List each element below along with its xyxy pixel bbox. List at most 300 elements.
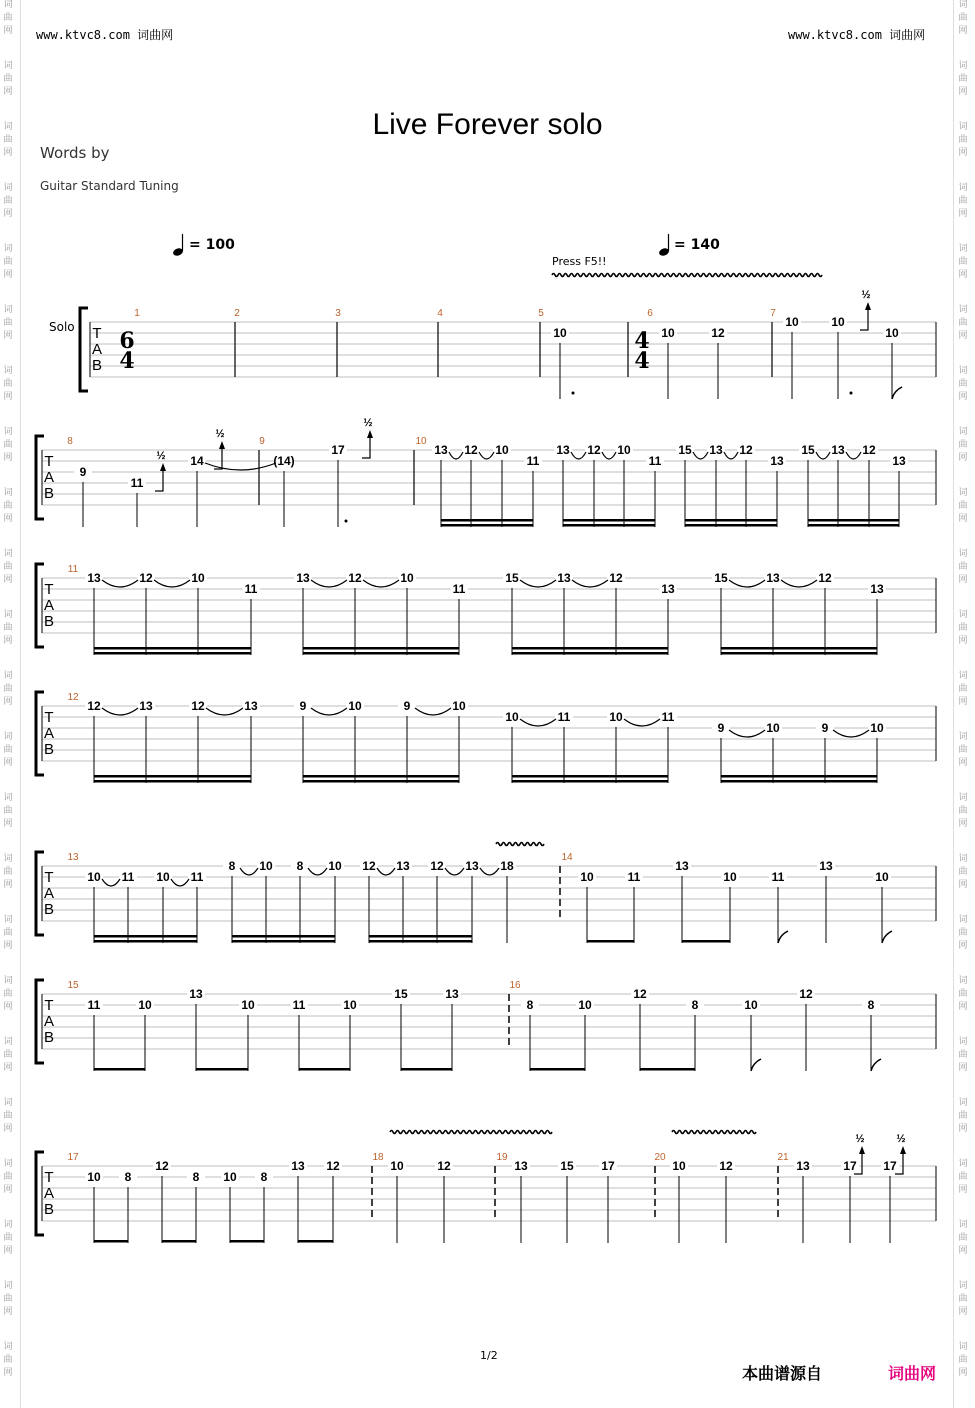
watermark-glyph: 网 bbox=[3, 392, 13, 402]
fret-number: 13 bbox=[819, 859, 833, 873]
watermark-glyph: 词 bbox=[958, 488, 968, 498]
watermark-glyph: 曲 bbox=[3, 623, 13, 633]
beam bbox=[162, 1240, 196, 1243]
watermark-glyph: 曲 bbox=[3, 318, 13, 328]
fret-number: 18 bbox=[500, 859, 514, 873]
watermark-glyph: 词 bbox=[958, 1098, 968, 1108]
watermark-glyph: 网 bbox=[958, 1368, 968, 1378]
header-right-url[interactable]: www.ktvc8.com 词曲网 bbox=[788, 28, 926, 42]
dot bbox=[572, 392, 575, 395]
beam bbox=[94, 647, 251, 650]
watermark-glyph: 词 bbox=[958, 122, 968, 132]
beam bbox=[721, 775, 877, 778]
tab-letter: T bbox=[44, 1169, 54, 1186]
watermark-glyph: 曲 bbox=[3, 1172, 13, 1182]
bar-number: 5 bbox=[538, 308, 544, 319]
watermark-glyph: 网 bbox=[958, 758, 968, 768]
tab-letter: A bbox=[43, 1185, 55, 1202]
fret-number: 10 bbox=[452, 699, 466, 713]
watermark-glyph: 词 bbox=[3, 0, 13, 10]
watermark-glyph: 网 bbox=[958, 1124, 968, 1134]
header-left-url[interactable]: www.ktvc8.com 词曲网 bbox=[36, 28, 174, 42]
slur bbox=[154, 580, 190, 587]
words-by: Words by bbox=[40, 144, 110, 162]
fret-number: 10 bbox=[259, 859, 273, 873]
slur bbox=[311, 708, 347, 715]
fret-number: 13 bbox=[87, 571, 101, 585]
beam bbox=[94, 940, 197, 943]
fret-number: 15 bbox=[560, 1159, 574, 1173]
fret-number: 8 bbox=[867, 998, 875, 1012]
watermark-glyph: 词 bbox=[958, 427, 968, 437]
watermark-glyph: 曲 bbox=[3, 1233, 13, 1243]
fret-number: 13 bbox=[661, 582, 675, 596]
bar-number: 4 bbox=[437, 308, 443, 319]
fret-number: 12 bbox=[719, 1159, 733, 1173]
bend-amount: ½ bbox=[896, 1133, 906, 1145]
fret-number: 10 bbox=[156, 870, 170, 884]
fret-number: 9 bbox=[403, 699, 411, 713]
watermark-glyph: 词 bbox=[958, 1037, 968, 1047]
watermark-glyph: 曲 bbox=[958, 867, 968, 877]
watermark-glyph: 词 bbox=[3, 732, 13, 742]
beam bbox=[441, 519, 533, 522]
slur bbox=[729, 580, 765, 587]
fret-number: 15 bbox=[394, 987, 408, 1001]
watermark-glyph: 网 bbox=[958, 331, 968, 341]
time-signature-bottom: 4 bbox=[119, 348, 135, 374]
bar-number: 11 bbox=[67, 564, 79, 575]
watermark-glyph: 曲 bbox=[958, 379, 968, 389]
watermark-glyph: 曲 bbox=[958, 623, 968, 633]
watermark-glyph: 网 bbox=[958, 819, 968, 829]
watermark-glyph: 网 bbox=[3, 636, 13, 646]
fret-number: 12 bbox=[739, 443, 753, 457]
fret-number: 17 bbox=[883, 1159, 897, 1173]
slur bbox=[781, 580, 817, 587]
fret-number: 11 bbox=[771, 870, 785, 884]
page-number: 1/2 bbox=[480, 1349, 498, 1362]
fret-number: 10 bbox=[505, 710, 519, 724]
slur bbox=[571, 452, 586, 459]
system-bracket bbox=[36, 1152, 44, 1235]
note-flag bbox=[778, 931, 788, 943]
watermark-glyph: 曲 bbox=[3, 379, 13, 389]
watermark-glyph: 网 bbox=[3, 880, 13, 890]
watermark-glyph: 词 bbox=[3, 793, 13, 803]
fret-number: 10 bbox=[609, 710, 623, 724]
fret-number: 13 bbox=[514, 1159, 528, 1173]
watermark-glyph: 曲 bbox=[3, 1111, 13, 1121]
tab-letter: T bbox=[44, 581, 54, 598]
beam bbox=[441, 524, 533, 527]
time-signature-top: 4 bbox=[634, 328, 650, 354]
watermark-glyph: 曲 bbox=[3, 135, 13, 145]
tab-letter: T bbox=[92, 325, 102, 342]
watermark-glyph: 词 bbox=[3, 488, 13, 498]
bar-number: 10 bbox=[415, 436, 427, 447]
watermark-glyph: 网 bbox=[3, 453, 13, 463]
watermark-glyph: 网 bbox=[958, 880, 968, 890]
slur bbox=[846, 452, 861, 459]
fret-number: 12 bbox=[437, 1159, 451, 1173]
fret-number: 10 bbox=[672, 1159, 686, 1173]
watermark-glyph: 网 bbox=[3, 1368, 13, 1378]
watermark-glyph: 曲 bbox=[3, 684, 13, 694]
bend-arrow-head bbox=[160, 463, 166, 471]
bar-number: 3 bbox=[335, 308, 341, 319]
system-bracket bbox=[36, 692, 44, 775]
fret-number: 11 bbox=[627, 870, 641, 884]
watermark-glyph: 曲 bbox=[3, 74, 13, 84]
watermark-glyph: 词 bbox=[958, 915, 968, 925]
fret-number: 13 bbox=[445, 987, 459, 1001]
fret-number: 12 bbox=[430, 859, 444, 873]
note-flag bbox=[892, 387, 902, 399]
fret-number: 10 bbox=[191, 571, 205, 585]
watermark-glyph: 词 bbox=[958, 244, 968, 254]
watermark-glyph: 词 bbox=[3, 1098, 13, 1108]
fret-number: 15 bbox=[801, 443, 815, 457]
fret-number: 13 bbox=[244, 699, 258, 713]
watermark-glyph: 曲 bbox=[958, 1050, 968, 1060]
footer-brand[interactable]: 词曲网 bbox=[888, 1364, 937, 1383]
watermark-glyph: 曲 bbox=[3, 440, 13, 450]
slur bbox=[377, 868, 395, 875]
time-signature-top: 6 bbox=[119, 328, 135, 354]
beam bbox=[298, 1240, 333, 1243]
track-name: Solo bbox=[49, 320, 75, 334]
slur bbox=[171, 879, 189, 886]
beam bbox=[303, 652, 459, 655]
fret-number: 17 bbox=[601, 1159, 615, 1173]
watermark-glyph: 曲 bbox=[958, 318, 968, 328]
fret-number: 11 bbox=[648, 454, 662, 468]
time-signature-bottom: 4 bbox=[634, 348, 650, 374]
slur bbox=[449, 452, 463, 459]
fret-number: 8 bbox=[691, 998, 699, 1012]
bend-amount: ½ bbox=[363, 417, 373, 429]
tab-letter: T bbox=[44, 709, 54, 726]
slur bbox=[729, 730, 765, 737]
beam bbox=[685, 524, 777, 527]
fret-number: 11 bbox=[292, 998, 306, 1012]
fret-number: 13 bbox=[189, 987, 203, 1001]
watermark-glyph: 网 bbox=[3, 209, 13, 219]
fret-number: 13 bbox=[709, 443, 723, 457]
fret-number: 10 bbox=[766, 721, 780, 735]
watermark-glyph: 曲 bbox=[958, 684, 968, 694]
fret-number: 12 bbox=[191, 699, 205, 713]
watermark-glyph: 网 bbox=[958, 1246, 968, 1256]
watermark-glyph: 网 bbox=[958, 941, 968, 951]
score-title: Live Forever solo bbox=[372, 108, 603, 141]
fret-number: 13 bbox=[139, 699, 153, 713]
fret-number: 13 bbox=[831, 443, 845, 457]
beam bbox=[94, 780, 251, 783]
watermark-glyph: 词 bbox=[958, 793, 968, 803]
watermark-glyph: 网 bbox=[3, 331, 13, 341]
beam bbox=[721, 652, 877, 655]
fret-number: 13 bbox=[465, 859, 479, 873]
slur bbox=[816, 452, 830, 459]
fret-number: 13 bbox=[892, 454, 906, 468]
fret-number: 12 bbox=[862, 443, 876, 457]
slur bbox=[572, 580, 608, 587]
fret-number: 13 bbox=[675, 859, 689, 873]
fret-number: 10 bbox=[831, 315, 845, 329]
fret-number: 13 bbox=[434, 443, 448, 457]
fret-number: 12 bbox=[609, 571, 623, 585]
beam bbox=[232, 935, 335, 938]
bar-number: 1 bbox=[134, 308, 140, 319]
watermark-glyph: 曲 bbox=[958, 1355, 968, 1365]
watermark-glyph: 网 bbox=[958, 1002, 968, 1012]
bar-number: 14 bbox=[561, 852, 573, 863]
watermark-glyph: 词 bbox=[3, 671, 13, 681]
watermark-glyph: 曲 bbox=[3, 257, 13, 267]
slur bbox=[311, 580, 347, 587]
note-flag bbox=[751, 1059, 761, 1071]
watermark-glyph: 曲 bbox=[958, 1172, 968, 1182]
tab-letter: B bbox=[43, 485, 55, 502]
watermark-glyph: 词 bbox=[3, 915, 13, 925]
watermark-glyph: 网 bbox=[958, 26, 968, 36]
slur bbox=[602, 452, 616, 459]
tab-letter: A bbox=[43, 885, 55, 902]
vibrato-line bbox=[552, 274, 822, 277]
watermark-glyph: 词 bbox=[3, 854, 13, 864]
tab-letter: B bbox=[43, 613, 55, 630]
watermark-glyph: 曲 bbox=[958, 135, 968, 145]
beam bbox=[530, 1068, 585, 1071]
bend-arrow-head bbox=[219, 441, 225, 449]
fret-number: 12 bbox=[818, 571, 832, 585]
fret-number: 11 bbox=[526, 454, 540, 468]
bar-number: 6 bbox=[647, 308, 653, 319]
watermark-glyph: 网 bbox=[958, 1063, 968, 1073]
fret-number: 12 bbox=[155, 1159, 169, 1173]
system-bracket bbox=[36, 852, 44, 935]
tab-letter: B bbox=[43, 1201, 55, 1218]
system-bracket bbox=[80, 308, 88, 391]
slur bbox=[102, 580, 138, 587]
fret-number: 10 bbox=[348, 699, 362, 713]
watermark-glyph: 曲 bbox=[958, 1111, 968, 1121]
vibrato-line bbox=[496, 843, 544, 846]
beam bbox=[303, 775, 459, 778]
fret-number: 12 bbox=[633, 987, 647, 1001]
fret-number: 11 bbox=[121, 870, 135, 884]
watermark-glyph: 词 bbox=[3, 427, 13, 437]
watermark-glyph: 词 bbox=[958, 610, 968, 620]
fret-number: 12 bbox=[87, 699, 101, 713]
fret-number: 10 bbox=[723, 870, 737, 884]
fret-number: (14) bbox=[273, 454, 295, 468]
fret-number: 10 bbox=[87, 870, 101, 884]
watermark-glyph: 词 bbox=[3, 61, 13, 71]
note-flag bbox=[871, 1059, 881, 1071]
tab-letter: A bbox=[43, 469, 55, 486]
watermark-glyph: 词 bbox=[958, 1220, 968, 1230]
watermark-glyph: 曲 bbox=[3, 13, 13, 23]
beam bbox=[94, 1068, 145, 1071]
beam bbox=[94, 935, 197, 938]
watermark-glyph: 曲 bbox=[3, 501, 13, 511]
dot bbox=[345, 520, 348, 523]
watermark-glyph: 网 bbox=[3, 1124, 13, 1134]
watermark-glyph: 词 bbox=[3, 1281, 13, 1291]
tab-letter: A bbox=[43, 725, 55, 742]
tab-letter: T bbox=[44, 869, 54, 886]
fret-number: 8 bbox=[228, 859, 236, 873]
watermark-glyph: 词 bbox=[3, 122, 13, 132]
watermark-glyph: 词 bbox=[958, 1159, 968, 1169]
beam bbox=[512, 780, 668, 783]
watermark-glyph: 网 bbox=[958, 697, 968, 707]
bar-number: 20 bbox=[654, 1152, 666, 1163]
watermark-glyph: 词 bbox=[3, 1159, 13, 1169]
fret-number: 11 bbox=[190, 870, 204, 884]
watermark-glyph: 曲 bbox=[958, 745, 968, 755]
fret-number: 17 bbox=[331, 443, 345, 457]
beam bbox=[808, 524, 899, 527]
watermark-glyph: 词 bbox=[958, 183, 968, 193]
watermark-glyph: 网 bbox=[3, 26, 13, 36]
fret-number: 10 bbox=[744, 998, 758, 1012]
bend-arrow-head bbox=[367, 430, 373, 438]
watermark-glyph: 网 bbox=[958, 87, 968, 97]
tab-letter: A bbox=[91, 341, 103, 358]
fret-number: 14 bbox=[190, 454, 204, 468]
fret-number: 10 bbox=[400, 571, 414, 585]
fret-number: 9 bbox=[79, 465, 87, 479]
tempo-1: = 100 bbox=[189, 237, 235, 253]
beam bbox=[196, 1068, 248, 1071]
watermark-glyph: 词 bbox=[3, 549, 13, 559]
fret-number: 13 bbox=[796, 1159, 810, 1173]
watermark-glyph: 曲 bbox=[958, 196, 968, 206]
fret-number: 12 bbox=[326, 1159, 340, 1173]
fret-number: 11 bbox=[661, 710, 675, 724]
beam bbox=[94, 1240, 128, 1243]
watermark-glyph: 词 bbox=[3, 1220, 13, 1230]
fret-number: 13 bbox=[766, 571, 780, 585]
beam bbox=[512, 775, 668, 778]
fret-number: 10 bbox=[553, 326, 567, 340]
tab-letter: A bbox=[43, 597, 55, 614]
fret-number: 8 bbox=[260, 1170, 268, 1184]
slur bbox=[520, 719, 556, 726]
beam bbox=[808, 519, 899, 522]
bar-number: 9 bbox=[259, 436, 265, 447]
watermark-glyph: 曲 bbox=[3, 989, 13, 999]
bend-arrow-head bbox=[900, 1146, 906, 1154]
fret-number: 13 bbox=[296, 571, 310, 585]
bar-number: 16 bbox=[509, 980, 521, 991]
watermark-glyph: 词 bbox=[958, 61, 968, 71]
slur bbox=[240, 868, 258, 875]
tab-letter: T bbox=[44, 453, 54, 470]
bend-amount: ½ bbox=[855, 1133, 865, 1145]
fret-number: 12 bbox=[587, 443, 601, 457]
watermark-glyph: 网 bbox=[3, 1002, 13, 1012]
slur bbox=[520, 580, 556, 587]
fret-number: 12 bbox=[799, 987, 813, 1001]
bar-number: 2 bbox=[234, 308, 240, 319]
fret-number: 12 bbox=[362, 859, 376, 873]
watermark-glyph: 网 bbox=[3, 697, 13, 707]
watermark-glyph: 词 bbox=[958, 1281, 968, 1291]
fret-number: 12 bbox=[348, 571, 362, 585]
fret-number: 9 bbox=[299, 699, 307, 713]
watermark-glyph: 词 bbox=[958, 671, 968, 681]
watermark-glyph: 词 bbox=[3, 1037, 13, 1047]
watermark-glyph: 曲 bbox=[958, 562, 968, 572]
fret-number: 12 bbox=[464, 443, 478, 457]
watermark-glyph: 曲 bbox=[3, 1294, 13, 1304]
fret-number: 13 bbox=[291, 1159, 305, 1173]
watermark-glyph: 词 bbox=[958, 366, 968, 376]
bar-number: 13 bbox=[67, 852, 79, 863]
fret-number: 11 bbox=[452, 582, 466, 596]
slur bbox=[724, 452, 738, 459]
vibrato-line bbox=[390, 1131, 552, 1134]
watermark-glyph: 网 bbox=[3, 1307, 13, 1317]
slur bbox=[102, 879, 120, 886]
watermark-glyph: 网 bbox=[3, 148, 13, 158]
fret-number: 15 bbox=[678, 443, 692, 457]
bend-arrow-head bbox=[859, 1146, 865, 1154]
watermark-glyph: 网 bbox=[3, 87, 13, 97]
watermark-glyph: 曲 bbox=[958, 257, 968, 267]
dot bbox=[850, 392, 853, 395]
watermark-glyph: 网 bbox=[3, 1063, 13, 1073]
watermark-glyph: 曲 bbox=[3, 928, 13, 938]
watermark-glyph: 曲 bbox=[958, 1233, 968, 1243]
watermark-glyph: 曲 bbox=[3, 745, 13, 755]
watermark-glyph: 网 bbox=[958, 575, 968, 585]
note-flag bbox=[882, 931, 892, 943]
watermark-glyph: 词 bbox=[958, 0, 968, 10]
watermark-glyph: 网 bbox=[958, 1185, 968, 1195]
fret-number: 10 bbox=[495, 443, 509, 457]
footer-source-text: 本曲谱源自 bbox=[742, 1364, 823, 1383]
tab-letter: T bbox=[44, 997, 54, 1014]
fret-number: 10 bbox=[885, 326, 899, 340]
fret-number: 8 bbox=[526, 998, 534, 1012]
watermark-glyph: 网 bbox=[958, 636, 968, 646]
watermark-glyph: 曲 bbox=[958, 1294, 968, 1304]
slur bbox=[206, 708, 243, 715]
tab-letter: B bbox=[43, 901, 55, 918]
fret-number: 10 bbox=[578, 998, 592, 1012]
fret-number: 10 bbox=[138, 998, 152, 1012]
watermark-glyph: 网 bbox=[3, 270, 13, 280]
watermark-glyph: 网 bbox=[958, 148, 968, 158]
watermark-glyph: 词 bbox=[3, 244, 13, 254]
fret-number: 15 bbox=[505, 571, 519, 585]
fret-number: 9 bbox=[821, 721, 829, 735]
fret-number: 8 bbox=[124, 1170, 132, 1184]
watermark-glyph: 曲 bbox=[958, 806, 968, 816]
fret-number: 10 bbox=[785, 315, 799, 329]
fret-number: 12 bbox=[139, 571, 153, 585]
bend-amount: ½ bbox=[861, 289, 871, 301]
watermark-glyph: 网 bbox=[3, 941, 13, 951]
fret-number: 8 bbox=[296, 859, 304, 873]
watermark-glyph: 曲 bbox=[958, 74, 968, 84]
